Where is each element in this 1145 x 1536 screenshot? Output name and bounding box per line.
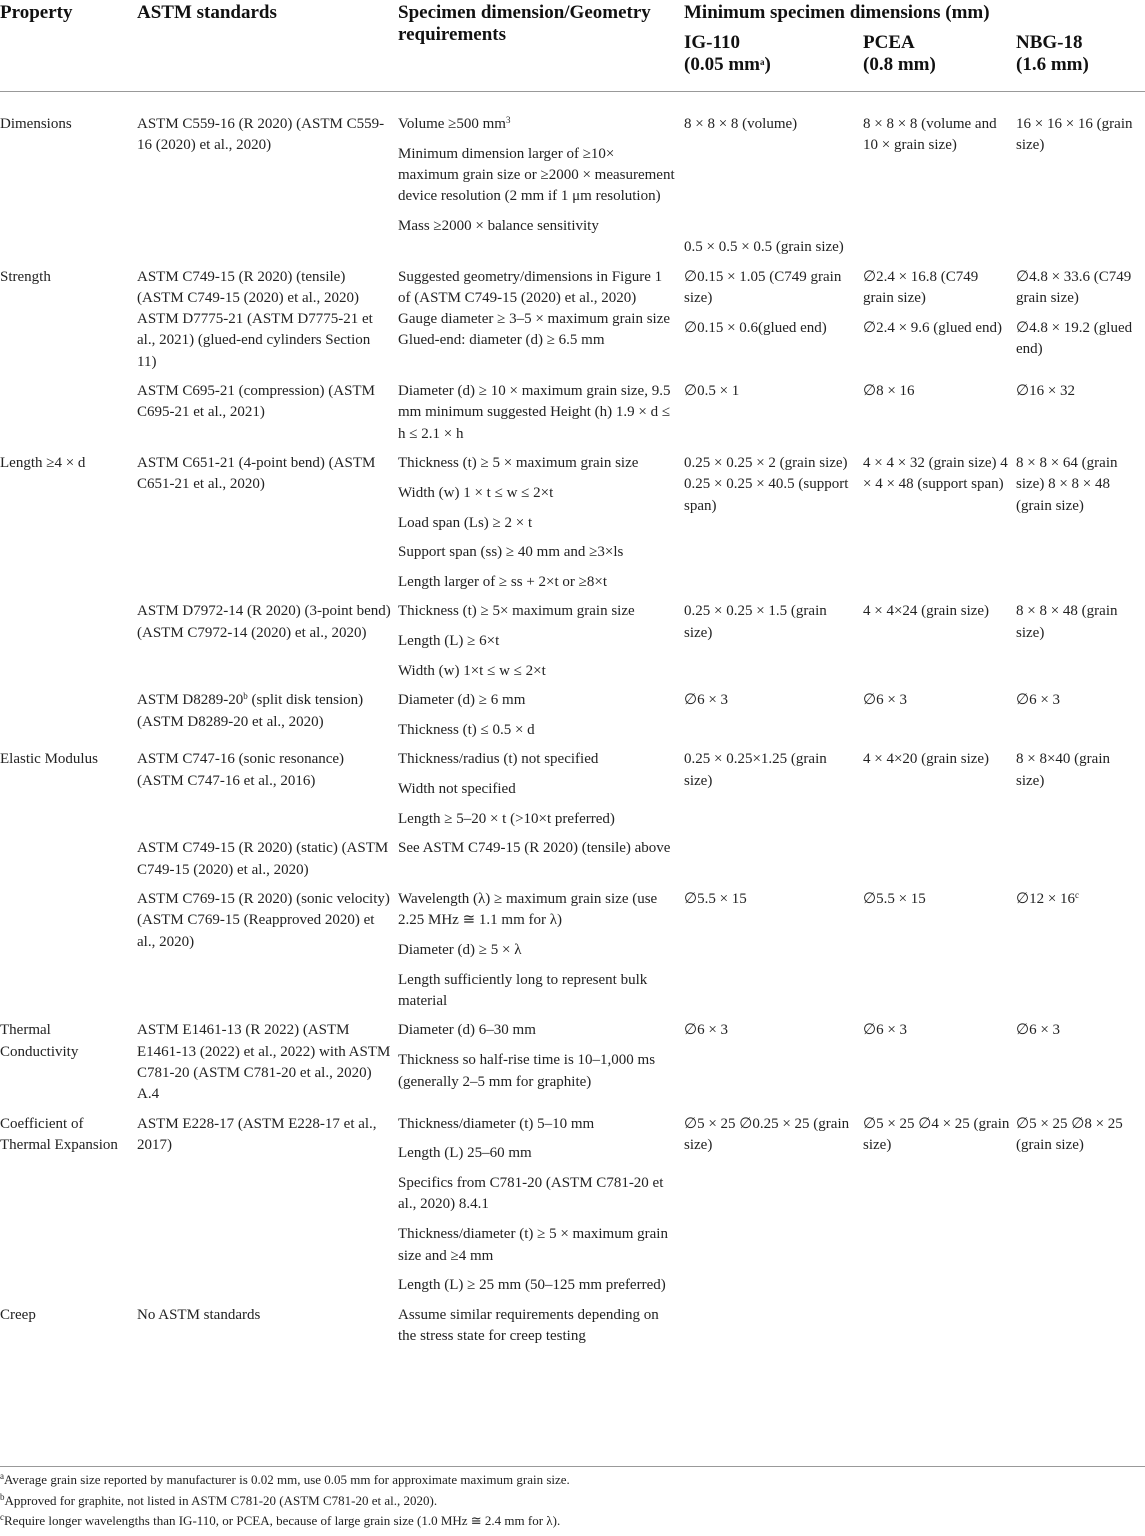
property-cell [0, 690, 137, 749]
property-cell: Dimensions [0, 116, 72, 132]
property-cell: Strength [0, 268, 51, 285]
requirement-line: Width (w) 1×t ≤ w ≤ 2×t [398, 663, 546, 680]
astm-cell: ASTM E1461-13 (R 2022) (ASTM E1461-13 (2022) et al., 2022) with ASTM C781-20 (ASTM C781-20 et al., 2020) A.4 [137, 1022, 391, 1103]
requirements-cell [398, 889, 684, 1020]
table-row [0, 267, 1145, 381]
ig110-cell [684, 1305, 863, 1356]
nbg18-cell: 8 × 8×40 (grain size) [1016, 751, 1110, 789]
table-row [0, 889, 1145, 1020]
table-body [0, 92, 1145, 1356]
footnote-c-marker: c [1075, 889, 1080, 900]
header-nbg18 [1016, 24, 1145, 92]
astm-cell: No ASTM standards [137, 1306, 261, 1323]
requirement-line: Volume ≥500 $mm^3$ [398, 115, 511, 132]
dimension-value: 8 × 8 × 8 (volume) [684, 116, 798, 132]
requirement-line: Length sufficiently long to represent bulk material [398, 971, 648, 1010]
pcea-grain-size: (0.8 mm) [863, 54, 936, 75]
astm-cell: ASTM C559-16 (R 2020) (ASTM C559-16 (2020) et al., 2020) [137, 116, 385, 154]
astm-cell: ASTM C769-15 (R 2020) (sonic velocity) (ASTM C769-15 (Reapproved 2020) et al., 2020) [137, 890, 390, 950]
table-row [0, 1305, 1145, 1356]
requirement-line: Length larger of ≥ ss + 2×t or ≥8×t [398, 574, 608, 591]
requirement-line: Thickness (t) ≥ 5 × maximum grain size [398, 454, 639, 471]
requirements-cell: Suggested geometry/dimensions in Figure 1 of (ASTM C749-15 (2020) et al., 2020) Gauge diameter ≥ 3–5 × maximum grain size Glued-end: diameter (d) ≥ 6.5 mm [398, 268, 671, 349]
requirements-cell: Assume similar requirements depending on the stress state for creep testing [398, 1306, 659, 1344]
ig110-cell: ∅0.5 × 1 [684, 383, 740, 400]
pcea-cell: ∅5 × 25 ∅4 × 25 (grain size) [863, 1115, 1010, 1153]
astm-cell: ASTM C651-21 (4-point bend) (ASTM C651-21 et al., 2020) [137, 454, 376, 493]
astm-cell: ASTM D8289-20$^b$ (split disk tension) (ASTM D8289-20 et al., 2020) [137, 691, 364, 730]
astm-cell: ASTM C747-16 (sonic resonance) (ASTM C747-16 et al., 2016) [137, 751, 345, 789]
ig110-cell: ∅6 × 3 [684, 1022, 729, 1039]
requirement-line: Mass ≥2000 × balance sensitivity [398, 218, 599, 235]
dimension-value: ∅4.8 × 33.6 (C749 grain size) [1016, 268, 1132, 306]
property-cell: Creep [0, 1306, 36, 1323]
requirements-cell [398, 601, 684, 690]
footnote-c: $^c$Require longer wavelengths than IG-110, or PCEA, because of large grain size (1.0 MHz ≅ 2.4 mm for λ). [0, 1512, 561, 1528]
requirements-cell [398, 690, 684, 749]
requirement-line: Thickness/radius (t) not specified [398, 751, 599, 768]
requirements-cell [398, 453, 684, 601]
astm-cell: ASTM C749-15 (R 2020) (static) (ASTM C749-15 (2020) et al., 2020) [137, 840, 389, 878]
pcea-cell: 8 × 8 × 8 (volume and 10 × grain size) [863, 116, 997, 154]
dimension-value: ∅2.4 × 9.6 (glued end) [863, 319, 1002, 336]
table-row [0, 453, 1145, 601]
requirement-line: Thickness (t) ≥ 5× maximum grain size [398, 603, 635, 620]
requirement-line: Length (L) 25–60 mm [398, 1145, 532, 1162]
dimension-value: 0.5 × 0.5 × 0.5 (grain size) [684, 239, 844, 256]
property-cell [0, 889, 137, 1020]
table-row [0, 601, 1145, 690]
nbg18-cell: ∅6 × 3 [1016, 1022, 1061, 1039]
ig110-cell: 0.25 × 0.25 × 2 (grain size) 0.25 × 0.25 × 40.5 (support span) [684, 454, 849, 514]
property-cell: Thermal Conductivity [0, 1022, 79, 1060]
ig110-cell: 0.25 × 0.25 × 1.5 (grain size) [684, 603, 827, 641]
nbg18-cell: ∅6 × 3 [1016, 692, 1061, 709]
requirement-line: Diameter (d) ≥ 6 mm [398, 692, 526, 709]
see-above-note: See ASTM C749-15 (R 2020) (tensile) above [398, 840, 671, 857]
property-cell: Elastic Modulus [0, 751, 98, 768]
ig110-cell: 0.25 × 0.25×1.25 (grain size) [684, 751, 827, 789]
table-header [0, 0, 1145, 92]
pcea-cell: 4 × 4×20 (grain size) [863, 751, 990, 768]
header-minimum-dimensions: Minimum specimen dimensions (mm) [684, 2, 990, 23]
requirement-line: Support span (ss) ≥ 40 mm and ≥3×ls [398, 544, 624, 561]
ig110-cell: ∅5.5 × 15 [684, 890, 747, 907]
nbg18-cell [1016, 1305, 1145, 1356]
footnote-a-marker: a [759, 57, 765, 67]
requirement-line: Thickness so half-rise time is 10–1,000 ms (generally 2–5 mm for graphite) [398, 1052, 656, 1090]
ig110-cell [684, 267, 863, 381]
dimension-value: ∅4.8 × 19.2 (glued end) [1016, 319, 1133, 357]
nbg18-cell [1016, 267, 1145, 381]
astm-cell: ASTM D7972-14 (R 2020) (3-point bend) (ASTM C7972-14 (2020) et al., 2020) [137, 603, 391, 641]
astm-cell: ASTM C749-15 (R 2020) (tensile) (ASTM C749-15 (2020) et al., 2020) ASTM D7775-21 (ASTM D7775-21 et al., 2021) (glued-end cylinders Section 11) [137, 268, 373, 370]
table-row [0, 92, 1145, 267]
requirement-line: Thickness (t) ≤ 0.5 × d [398, 722, 535, 739]
requirements-cell [398, 92, 684, 267]
table-row [0, 838, 1145, 889]
astm-cell: ASTM C695-21 (compression) (ASTM C695-21 et al., 2021) [137, 383, 375, 421]
astm-cell: ASTM E228-17 (ASTM E228-17 et al., 2017) [137, 1115, 377, 1153]
footnote-b-marker: b [243, 691, 248, 702]
property-cell: Coefficient of Thermal Expansion [0, 1115, 118, 1153]
pcea-cell: ∅6 × 3 [863, 1022, 908, 1039]
pcea-cell [863, 267, 1016, 381]
requirement-line: Thickness/diameter (t) ≥ 5 × maximum grain size and ≥4 mm [398, 1226, 668, 1264]
table-row [0, 1020, 1145, 1113]
pcea-cell: ∅5.5 × 15 [863, 890, 926, 907]
requirement-line: Thickness/diameter (t) 5–10 mm [398, 1115, 595, 1132]
ig110-grain-size: (0.05 $mm^a$) [684, 54, 771, 75]
nbg18-grain-size: (1.6 mm) [1016, 54, 1089, 75]
nbg18-cell: 8 × 8 × 48 (grain size) [1016, 603, 1118, 641]
property-cell [0, 838, 137, 889]
footnote-b: $^b$Approved for graphite, not listed in ASTM C781-20 (ASTM C781-20 et al., 2020). [0, 1491, 438, 1508]
requirements-cell [398, 749, 684, 838]
pcea-cell: ∅6 × 3 [863, 692, 908, 709]
nbg18-cell: ∅5 × 25 ∅8 × 25 (grain size) [1016, 1115, 1123, 1153]
requirements-cell [398, 1020, 684, 1113]
property-cell: Length ≥4 × d [0, 454, 86, 471]
ig110-cell [684, 92, 863, 267]
nbg18-cell: 16 × 16 × 16 (grain size) [1016, 116, 1133, 154]
requirements-cell [398, 1114, 684, 1305]
nbg18-name: NBG-18 [1016, 32, 1083, 53]
header-ig110 [684, 24, 863, 92]
table-footnotes [0, 1466, 1145, 1532]
pcea-cell: 4 × 4 × 32 (grain size) 4 × 4 × 48 (support span) [863, 454, 1008, 493]
table-row [0, 749, 1145, 838]
table-row [0, 690, 1145, 749]
header-pcea [863, 24, 1016, 92]
requirement-line: Length (L) ≥ 25 mm (50–125 mm preferred) [398, 1277, 666, 1294]
ig110-name: IG-110 [684, 32, 740, 53]
property-cell [0, 601, 137, 690]
pcea-cell: 4 × 4×24 (grain size) [863, 603, 990, 620]
requirement-line: Width not specified [398, 781, 516, 798]
requirements-cell: Diameter (d) ≥ 10 × maximum grain size, 9.5 mm minimum suggested Height (h) 1.9 × d ≤ h ≤ 2.1 × h [398, 383, 671, 442]
footnote-a: $^a$Average grain size reported by manufacturer is 0.02 mm, use 0.05 mm for approximate maximum grain size. [0, 1471, 570, 1487]
table-row [0, 1114, 1145, 1305]
requirement-line: Length (L) ≥ 6×t [398, 633, 500, 650]
nbg18-cell: ∅12 × $16^c$ [1016, 889, 1080, 907]
nbg18-cell: 8 × 8 × 64 (grain size) 8 × 8 × 48 (grain size) [1016, 454, 1118, 514]
requirement-line: Wavelength (λ) ≥ maximum grain size (use 2.25 MHz ≅ 1.1 mm for λ) [398, 890, 658, 929]
ig110-cell: ∅6 × 3 [684, 692, 729, 709]
requirement-line: Diameter (d) ≥ 5 × λ [398, 942, 522, 959]
header-specimen-requirements: Specimen dimension/Geometry requirements [398, 2, 651, 45]
nbg18-cell: ∅16 × 32 [1016, 383, 1076, 400]
pcea-name: PCEA [863, 32, 915, 53]
dimension-value: ∅0.15 × 0.6(glued end) [684, 319, 827, 336]
table-row [0, 381, 1145, 453]
requirement-line: Diameter (d) 6–30 mm [398, 1022, 536, 1039]
property-cell [0, 381, 137, 453]
dimension-value: ∅0.15 × 1.05 (C749 grain size) [684, 268, 842, 306]
ig110-cell: ∅5 × 25 ∅0.25 × 25 (grain size) [684, 1115, 850, 1153]
pcea-cell: ∅8 × 16 [863, 383, 915, 400]
requirement-line: Minimum dimension larger of ≥10× maximum grain size or ≥2000 × measurement device resolution (2 mm if 1 μm resolution) [398, 145, 675, 205]
requirement-line: Length ≥ 5–20 × t (>10×t preferred) [398, 811, 615, 828]
requirement-line: Specifics from C781-20 (ASTM C781-20 et al., 2020) 8.4.1 [398, 1175, 664, 1213]
pcea-cell [863, 1305, 1016, 1356]
requirement-line: Load span (Ls) ≥ 2 × t [398, 514, 533, 531]
dimension-value: ∅2.4 × 16.8 (C749 grain size) [863, 268, 979, 306]
header-property: Property [0, 2, 73, 23]
requirement-line: Width (w) 1 × t ≤ w ≤ 2×t [398, 484, 554, 501]
header-astm-standards: ASTM standards [137, 2, 277, 23]
